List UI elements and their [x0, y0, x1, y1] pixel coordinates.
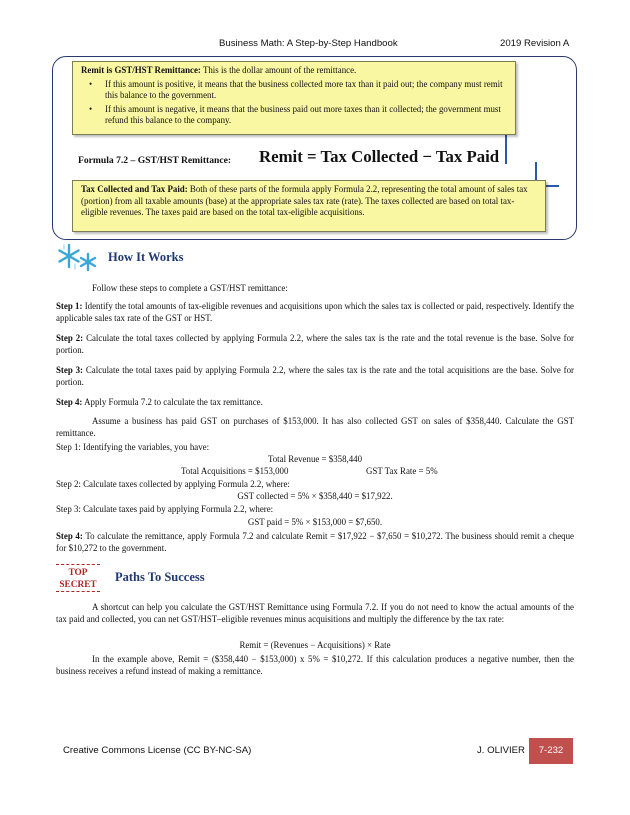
top-secret-badge	[56, 564, 100, 592]
gst-tax-rate: GST Tax Rate = 5%	[366, 466, 438, 476]
remit-definition-box	[72, 61, 516, 135]
total-revenue: Total Revenue = $358,440	[267, 454, 363, 464]
paths-paragraph-1: A shortcut can help you calculate the GST/HST Remittance using Formula 7.2. If you do not need to know the actual amounts of the tax paid and collected, you can net GST/HST–eligible revenues minus acquisitions and multiply the difference by the tax rate:	[56, 602, 574, 624]
badge-bottom-text: SECRET	[59, 580, 97, 590]
badge-top-text: TOP	[68, 568, 88, 578]
running-header-title: Business Math: A Step-by-Step Handbook	[219, 38, 398, 49]
step-2: Step 2: Calculate the total taxes collected by applying Formula 2.2, where the sales tax is the rate and the total revenue is the base. Solve for portion.	[56, 333, 574, 355]
tax-description: Both of these parts of the formula apply Formula 2.2, representing the total amount of sales tax (portion) from all taxable amounts (base) at the appropriate sales tax rate (rate). The taxes collected are based on total tax-eligible revenues. The taxes paid are based on the total tax-eligible acquisitions.	[81, 184, 528, 218]
footer-license: Creative Commons License (CC BY-NC-SA)	[63, 745, 252, 756]
tax-label: Tax Collected and Tax Paid:	[81, 184, 188, 194]
snowflake-icon	[56, 242, 100, 274]
example-step-2: Step 2: Calculate taxes collected by applying Formula 2.2, where:	[56, 479, 290, 489]
running-header-revision: 2019 Revision A	[500, 38, 570, 49]
step-3: Step 3: Calculate the total taxes paid by applying Formula 2.2, where the sales tax is the rate and the total acquisitions are the base. Solve for portion.	[56, 365, 574, 387]
formula-label: Formula 7.2 – GST/HST Remittance:	[78, 155, 232, 166]
remit-bullet-negative: • If this amount is negative, it means that the business paid out more taxes than it collected; the government must refund this balance to the company.	[81, 104, 507, 127]
paths-paragraph-2: In the example above, Remit = ($358,440 − $153,000) x 5% = $10,272. If this calculation produces a negative number, then the business receives a refund instead of making a remittance.	[56, 654, 574, 676]
tax-definition-box	[72, 180, 546, 232]
step-1: Step 1: Identify the total amounts of tax-eligible revenues and acquisitions upon which the sales tax is collected or paid, respectively. Identify the applicable sales tax rate of the GST or HST.	[56, 301, 575, 323]
paths-to-success-heading: Paths To Success	[115, 570, 205, 584]
gst-collected: GST collected = 5% × $358,440 = $17,922.	[237, 491, 393, 501]
total-acquisitions: Total Acquisitions = $153,000	[181, 466, 289, 476]
gst-paid: GST paid = 5% × $153,000 = $7,650.	[247, 517, 383, 527]
example-step-3: Step 3: Calculate taxes paid by applying Formula 2.2, where:	[56, 504, 274, 514]
example-step-4: Step 4: To calculate the remittance, apply Formula 7.2 and calculate Remit = $17,922 − $7,650 = $10,272. The business should remit a cheque for $10,272 to the government.	[56, 531, 574, 553]
example-intro: Assume a business has paid GST on purchases of $153,000. It has also collected GST on sales of $358,440. Calculate the GST remittance.	[56, 416, 574, 438]
page-number-badge: 7-232	[529, 738, 573, 764]
footer-author: J. OLIVIER	[477, 745, 525, 756]
step-4: Step 4: Apply Formula 7.2 to calculate the tax remittance.	[56, 397, 263, 407]
example-step-1: Step 1: Identifying the variables, you have:	[56, 442, 210, 452]
steps-intro: Follow these steps to complete a GST/HST remittance:	[92, 283, 288, 293]
remit-description: This is the dollar amount of the remittance.	[202, 65, 357, 75]
remit-label: Remit is GST/HST Remittance:	[81, 65, 201, 75]
shortcut-formula: Remit = (Revenues − Acquisitions) × Rate	[239, 640, 391, 650]
formula-7-2: Remit = Tax Collected − Tax Paid	[259, 147, 500, 166]
remit-bullet-positive: • If this amount is positive, it means that the business collected more tax than it paid out; the company must remit this balance to the government.	[81, 79, 507, 102]
how-it-works-heading: How It Works	[108, 250, 184, 264]
